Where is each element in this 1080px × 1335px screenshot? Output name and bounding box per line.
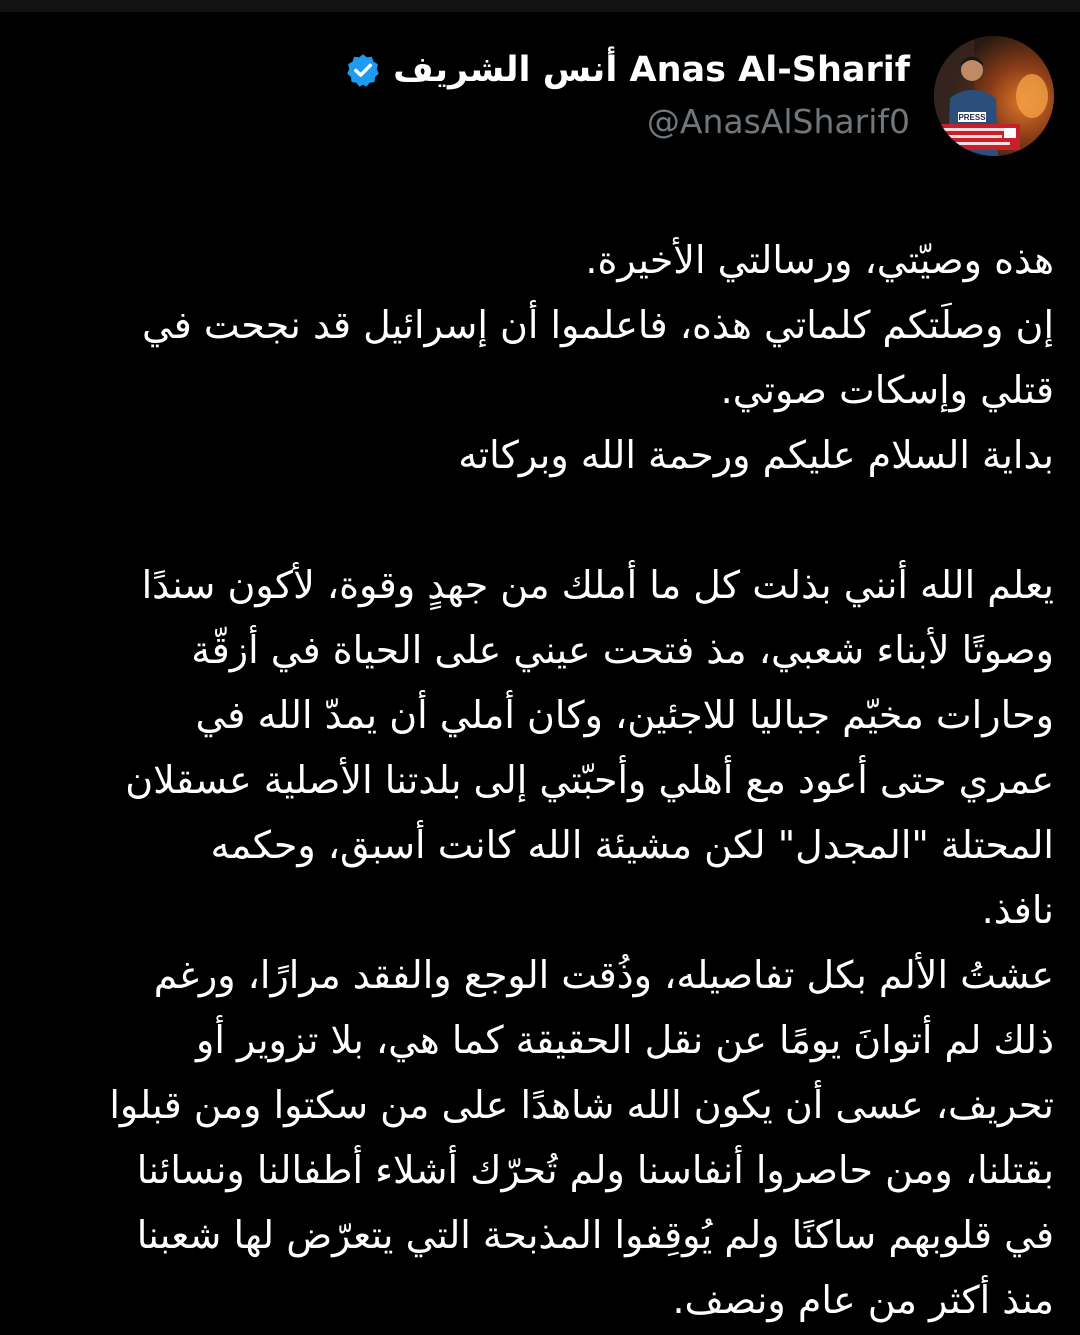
author-display-name[interactable]: أنس الشريف Anas Al-Sharif	[393, 50, 910, 90]
tweet-line: وحارات مخيّم جباليا للاجئين، وكان أملي أن يمدّ الله في	[195, 693, 1054, 737]
tweet-text	[24, 228, 1054, 1333]
tweet-line: بداية السلام عليكم ورحمة الله وبركاته	[458, 433, 1054, 477]
avatar[interactable]	[934, 36, 1054, 156]
tweet-line: المحتلة "المجدل" لكن مشيئة الله كانت أسبق، وحكمه	[210, 823, 1054, 867]
author-name-row	[345, 50, 910, 90]
top-status-strip	[0, 0, 1080, 12]
tweet-line: إن وصلَتكم كلماتي هذه، فاعلموا أن إسرائيل قد نجحت في	[142, 303, 1054, 347]
avatar-press-label: PRESS	[958, 113, 986, 122]
tweet-line: عشتُ الألم بكل تفاصيله، وذُقت الوجع والفقد مرارًا، ورغم	[153, 953, 1054, 997]
verified-badge-icon	[345, 52, 381, 88]
tweet-line: منذ أكثر من عام ونصف.	[672, 1278, 1054, 1322]
tweet-line: عمري حتى أعود مع أهلي وأحبّتي إلى بلدتنا الأصلية عسقلان	[125, 758, 1054, 802]
tweet-line: نافذ.	[981, 888, 1054, 932]
tweet-line: بقتلنا، ومن حاصروا أنفاسنا ولم تُحرّك أشلاء أطفالنا ونسائنا	[136, 1148, 1054, 1192]
tweet-line: قتلي وإسكات صوتي.	[720, 368, 1054, 412]
tweet-header	[26, 36, 1054, 158]
tweet-line: تحريف، عسى أن يكون الله شاهدًا على من سكتوا ومن قبلوا	[109, 1083, 1054, 1127]
avatar-image	[934, 36, 1054, 156]
tweet-line: في قلوبهم ساكنًا ولم يُوقِفوا المذبحة التي يتعرّض لها شعبنا	[136, 1213, 1054, 1257]
tweet-line-blank	[24, 488, 1054, 553]
tweet-line: وصوتًا لأبناء شعبي، مذ فتحت عيني على الحياة في أزقّة	[191, 628, 1054, 672]
tweet-line: ذلك لم أتوانَ يومًا عن نقل الحقيقة كما هي، بلا تزوير أو	[196, 1018, 1054, 1062]
tweet-line: هذه وصيّتي، ورسالتي الأخيرة.	[585, 238, 1054, 282]
tweet-line: يعلم الله أنني بذلت كل ما أملك من جهدٍ وقوة، لأكون سندًا	[141, 563, 1054, 607]
author-handle[interactable]: @AnasAlSharif0	[646, 102, 910, 141]
